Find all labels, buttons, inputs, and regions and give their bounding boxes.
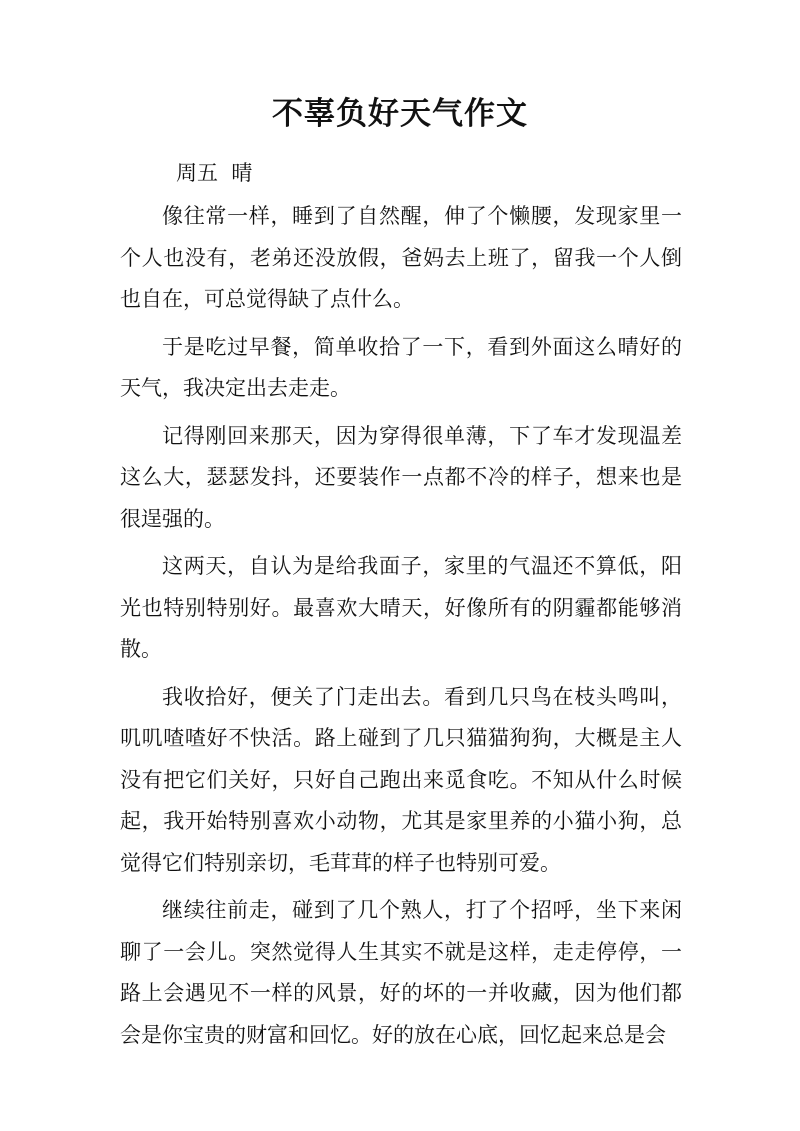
paragraph: 这两天，自认为是给我面子，家里的气温还不算低，阳光也特别特别好。最喜欢大晴天，好像所有的阴霾都能够消散。: [120, 554, 682, 661]
paragraph: 继续往前走，碰到了几个熟人，打了个招呼，坐下来闲聊了一会儿。突然觉得人生其实不就是这样，走走停停，一路上会遇见不一样的风景，好的坏的一并收藏，因为他们都会是你宝贵的财富和回忆。好的放在心底，回忆起来总是会: [120, 898, 682, 1047]
paragraph: 记得刚回来那天，因为穿得很单薄，下了车才发现温差这么大，瑟瑟发抖，还要装作一点都不冷的样子，想来也是很逞强的。: [120, 423, 682, 531]
dateline: 周五 晴: [176, 161, 253, 185]
paragraph: 于是吃过早餐，简单收拾了一下，看到外面这么晴好的天气，我决定出去走走。: [120, 334, 682, 400]
paragraph: 像往常一样，睡到了自然醒，伸了个懒腰，发现家里一个人也没有，老弟还没放假，爸妈去上班了，留我一个人倒也自在，可总觉得缺了点什么。: [120, 204, 682, 311]
paragraph: 我收拾好，便关了门走出去。看到几只鸟在枝头鸣叫，叽叽喳喳好不快活。路上碰到了几只猫猫狗狗，大概是主人没有把它们关好，只好自己跑出来觅食吃。不知从什么时候起，我开始特别喜欢小动物，尤其是家里养的小猫小狗，总觉得它们特别亲切，毛茸茸的样子也特别可爱。: [120, 684, 682, 875]
document-title: 不辜负好天气作文: [272, 96, 528, 132]
document-body: [120, 196, 682, 1062]
